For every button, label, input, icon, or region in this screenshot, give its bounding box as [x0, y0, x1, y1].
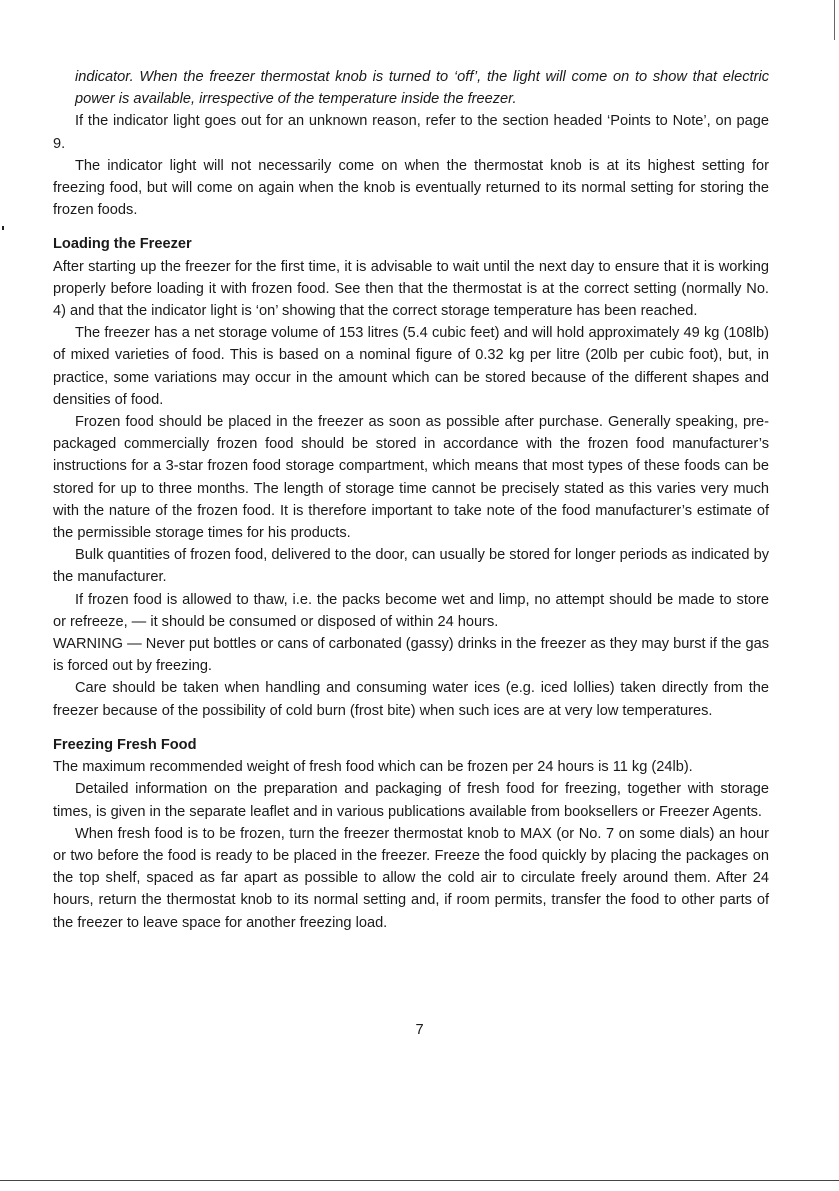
intro-italic-paragraph: indicator. When the freezer thermostat knob is turned to ‘off’, the light will come on to show that electric power is available, irrespective of the temperature inside the freezer. [75, 69, 769, 108]
loading-paragraph-capacity: The freezer has a net storage volume of 153 litres (5.4 cubic feet) and will hold approximately 49 kg (108lb) of mixed varieties of food. This is based on a nominal figure of 0.32 kg per litre (20lb per cubic foot), but, in practice, some variations may occur in the amount which can be stored because of the different shapes and densities of food. [53, 325, 769, 408]
loading-paragraph-storage: Frozen food should be placed in the freezer as soon as possible after purchase. Generally speaking, pre-packaged commercially frozen food should be stored in accordance with the frozen food manufacturer’s instructions for a 3-star frozen food storage compartment, which means that most types of these foods can be stored for up to three months. The length of storage time cannot be precisely stated as this varies very much with the nature of the frozen food. It is therefore important to take note of the food manufacturer’s estimate of the permissible storage times for his products. [53, 414, 769, 542]
freezing-paragraph-maximum: The maximum recommended weight of fresh food which can be frozen per 24 hours is 11 kg (24lb). [53, 759, 693, 776]
freezing-paragraph-information: Detailed information on the preparation and packaging of fresh food for freezing, together with storage times, is given in the separate leaflet and in various publications available from booksellers or Freezer Agents. [53, 781, 769, 820]
intro-paragraph-indicator-out: If the indicator light goes out for an unknown reason, refer to the section headed ‘Points to Note’, on page 9. [53, 113, 769, 152]
loading-paragraph-ices: Care should be taken when handling and consuming water ices (e.g. iced lollies) taken directly from the freezer because of the possibility of cold burn (frost bite) when such ices are at very low temperatures. [53, 680, 769, 719]
loading-paragraph-startup: After starting up the freezer for the first time, it is advisable to wait until the next day to ensure that it is working properly before loading it with frozen food. See then that the thermostat is at the correct setting (normally No. 4) and that the indicator light is ‘on’ showing that the correct storage temperature has been reached. [53, 258, 769, 320]
section-heading-loading: Loading the Freezer [53, 236, 192, 253]
page-number: 7 [415, 1022, 424, 1038]
section-heading-freezing: Freezing Fresh Food [53, 736, 197, 753]
freezing-paragraph-procedure: When fresh food is to be frozen, turn the freezer thermostat knob to MAX (or No. 7 on some dials) an hour or two before the food is ready to be placed in the freezer. Freeze the food quickly by placing the packages on the top shelf, spaced as far apart as possible to allow the cold air to circulate freely around them. After 24 hours, return the thermostat knob to its normal setting and, if room permits, transfer the food to other parts of the freezer to leave space for another freezing load. [53, 825, 769, 931]
left-margin-mark [2, 226, 4, 230]
right-edge-line [834, 0, 835, 40]
loading-warning: WARNING — Never put bottles or cans of carbonated (gassy) drinks in the freezer as they may burst if the gas is forced out by freezing. [53, 636, 769, 675]
loading-paragraph-thaw: If frozen food is allowed to thaw, i.e. the packs become wet and limp, no attempt should be made to store or refreeze, — it should be consumed or disposed of within 24 hours. [53, 591, 769, 630]
loading-paragraph-bulk: Bulk quantities of frozen food, delivered to the door, can usually be stored for longer periods as indicated by the manufacturer. [53, 547, 769, 586]
bottom-edge-line [0, 1180, 839, 1181]
intro-paragraph-indicator-setting: The indicator light will not necessarily come on when the thermostat knob is at its highest setting for freezing food, but will come on again when the knob is eventually returned to its normal setting for storing the frozen foods. [53, 157, 769, 219]
document-body [53, 66, 769, 934]
